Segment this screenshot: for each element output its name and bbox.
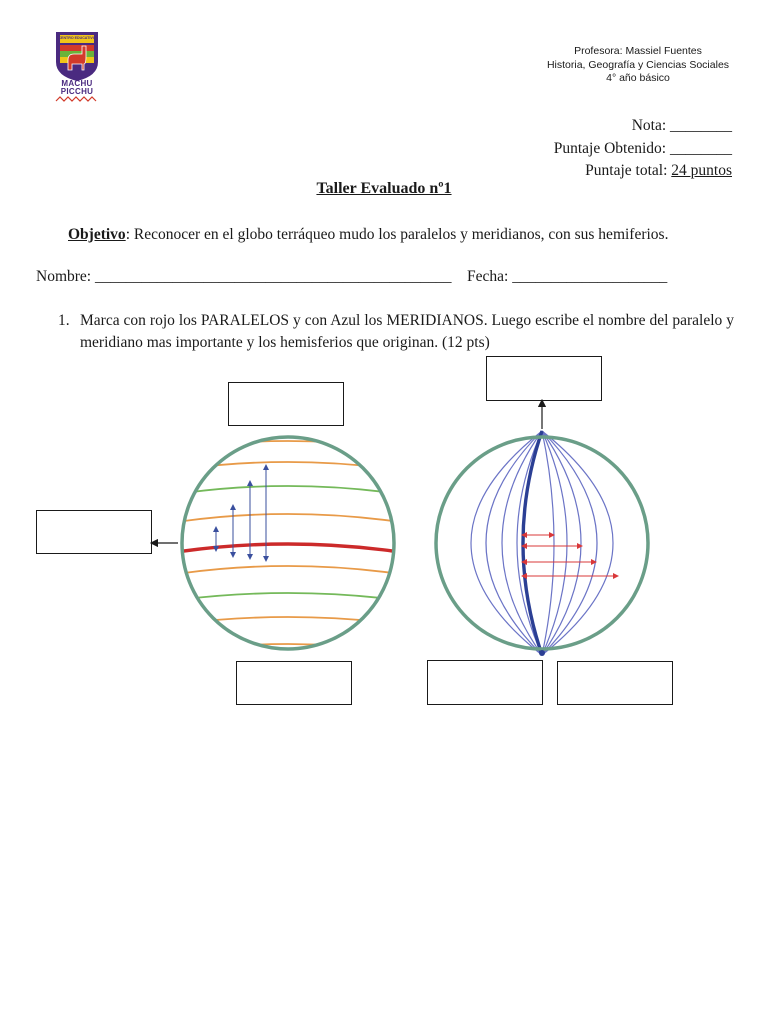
student-info-row (36, 268, 667, 286)
globe-outline (436, 437, 648, 649)
objective-line (68, 226, 668, 244)
logo-wordmark (54, 80, 100, 104)
nota-label: Nota: (631, 117, 667, 134)
logo-word-2: PICCHU (60, 87, 94, 96)
teacher-info (540, 45, 736, 86)
parallel-line (170, 617, 406, 625)
objective-label: Objetivo (68, 226, 126, 243)
parallel-line (170, 441, 406, 449)
teacher-name: Profesora: Massiel Fuentes (574, 45, 702, 57)
parallel-line (170, 486, 406, 495)
answer-box-equator-name[interactable] (36, 510, 152, 554)
answer-box-parallel-bottom[interactable] (236, 661, 352, 705)
parallel-line (170, 462, 406, 471)
meridian-line (542, 431, 597, 655)
south-pole-dot (539, 650, 545, 656)
question-1 (58, 310, 734, 354)
nota-blank[interactable]: ________ (670, 117, 732, 134)
logo-word-1: MACHU (61, 79, 93, 88)
objective-text: : Reconocer en el globo terráqueo mudo los paralelos y meridianos, con sus hemiferios. (125, 226, 669, 243)
page-title: Taller Evaluado nº1 (316, 180, 452, 197)
meridian-line (542, 431, 554, 655)
puntaje-total-value: 24 puntos (671, 162, 732, 179)
parallel-line (170, 566, 406, 575)
parallel-line (170, 593, 406, 601)
name-field[interactable]: ______________________________________________ (94, 268, 452, 285)
logo-top-text: CENTRO EDUCATIVO (58, 36, 96, 40)
name-label: Nombre: (36, 268, 92, 285)
question-text: Marca con rojo los PARALELOS y con Azul los MERIDIANOS. Luego escribe el nombre del paralelo y meridiano mas importante y los hemisferios que originan. (12 pts) (80, 312, 734, 351)
prime-meridian-line (523, 431, 542, 655)
answer-box-meridian-left[interactable] (427, 660, 543, 705)
puntaje-total-label: Puntaje total: (585, 162, 668, 179)
date-field[interactable]: ____________________ (512, 268, 668, 285)
meridian-line (517, 431, 542, 655)
equator-line (170, 544, 406, 553)
answer-box-meridian-right[interactable] (557, 661, 673, 705)
logo-pattern (54, 96, 100, 102)
nota-line (554, 115, 732, 138)
parallels-globe-diagram (150, 425, 410, 665)
meridian-line (542, 431, 613, 655)
grade-level: 4° año básico (606, 72, 670, 84)
meridians-globe-diagram (420, 395, 650, 665)
answer-box-parallel-top[interactable] (228, 382, 344, 426)
puntaje-obtenido-blank[interactable]: ________ (670, 139, 732, 157)
parallel-line (170, 514, 406, 523)
puntaje-obtenido-line (554, 138, 732, 161)
date-label: Fecha: (466, 268, 509, 285)
subject-name: Historia, Geografía y Ciencias Sociales (546, 58, 730, 71)
puntaje-obtenido-label: Puntaje Obtenido: (553, 139, 667, 157)
score-block (554, 115, 732, 183)
question-number: 1. (58, 312, 70, 329)
